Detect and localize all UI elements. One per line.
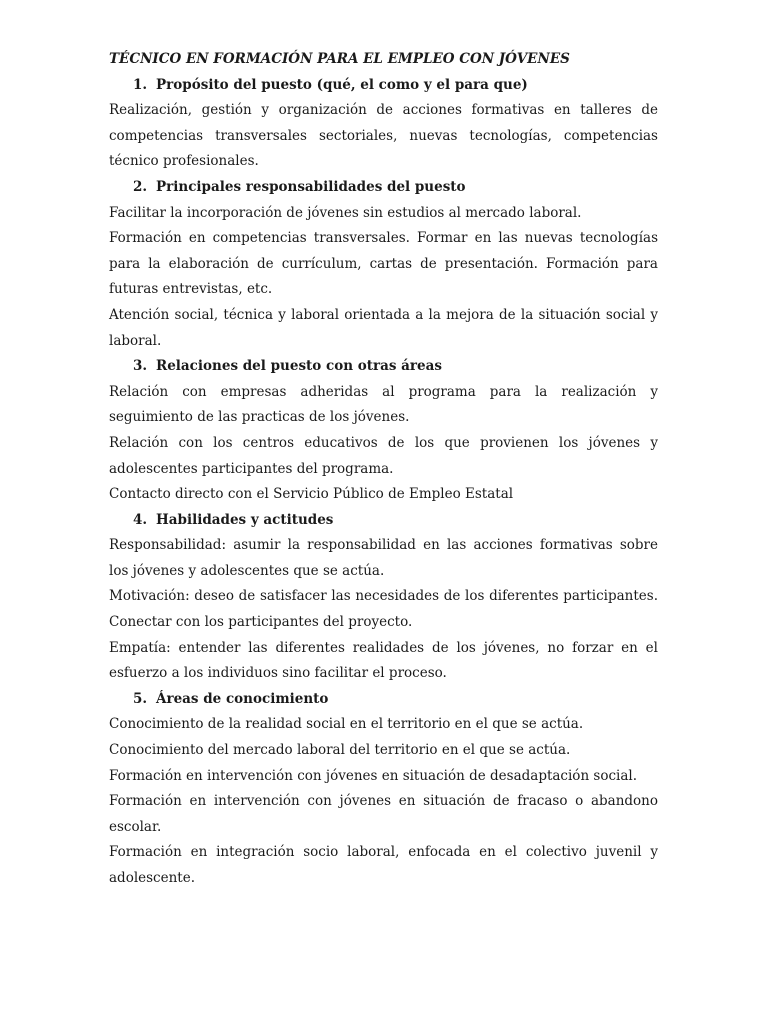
section-heading-text: Habilidades y actitudes bbox=[156, 511, 334, 528]
paragraph: Facilitar la incorporación de jóvenes sin estudios al mercado laboral. bbox=[109, 204, 582, 221]
paragraph: Realización, gestión y organización de acciones formativas en talleres de competencias transversales sectoriales, nuevas tecnologías, competencias técnico profesionales. bbox=[109, 102, 658, 170]
paragraph: Contacto directo con el Servicio Público de Empleo Estatal bbox=[109, 486, 514, 503]
paragraph: Relación con empresas adheridas al programa para la realización y seguimiento de las practicas de los jóvenes. bbox=[109, 383, 658, 426]
section-heading bbox=[109, 175, 658, 201]
section-habilidades bbox=[109, 508, 658, 687]
paragraph: Formación en integración socio laboral, enfocada en el colectivo juvenil y adolescente. bbox=[109, 844, 658, 886]
section-heading bbox=[109, 73, 658, 99]
paragraph: Responsabilidad: asumir la responsabilidad en las acciones formativas sobre los jóvenes y adolescentes que se actúa. bbox=[109, 537, 658, 579]
paragraph: Conocimiento del mercado laboral del territorio en el que se actúa. bbox=[109, 742, 571, 759]
paragraph: Motivación: deseo de satisfacer las necesidades de los diferentes participantes. Conectar con los participantes del proyecto. bbox=[109, 588, 658, 631]
section-conocimiento bbox=[109, 687, 658, 892]
document-page bbox=[109, 47, 658, 892]
paragraph: Relación con los centros educativos de los que provienen los jóvenes y adolescentes participantes del programa. bbox=[109, 434, 658, 477]
section-number: 1. bbox=[133, 76, 148, 93]
paragraph: Formación en competencias transversales. Formar en las nuevas tecnologías para la elaboración de currículum, cartas de presentación. Formación para futuras entrevistas, etc. bbox=[109, 230, 658, 298]
paragraph: Formación en intervención con jóvenes en situación de desadaptación social. bbox=[109, 767, 638, 784]
section-heading-text: Propósito del puesto (qué, el como y el para que) bbox=[156, 76, 528, 93]
section-heading bbox=[109, 687, 658, 713]
section-responsabilidades bbox=[109, 175, 658, 354]
section-relaciones bbox=[109, 354, 658, 508]
paragraph: Conocimiento de la realidad social en el territorio en el que se actúa. bbox=[109, 716, 584, 733]
section-number: 3. bbox=[133, 358, 148, 375]
section-heading bbox=[109, 508, 658, 534]
section-heading-text: Principales responsabilidades del puesto bbox=[156, 178, 466, 195]
paragraph: Atención social, técnica y laboral orientada a la mejora de la situación social y laboral. bbox=[109, 306, 658, 349]
section-heading bbox=[109, 354, 658, 380]
section-number: 2. bbox=[133, 178, 148, 195]
section-heading-text: Áreas de conocimiento bbox=[156, 690, 329, 707]
section-number: 4. bbox=[133, 511, 148, 528]
paragraph: Empatía: entender las diferentes realidades de los jóvenes, no forzar en el esfuerzo a los individuos sino facilitar el proceso. bbox=[109, 639, 658, 682]
section-number: 5. bbox=[133, 690, 148, 707]
section-heading-text: Relaciones del puesto con otras áreas bbox=[156, 358, 442, 375]
paragraph: Formación en intervención con jóvenes en situación de fracaso o abandono escolar. bbox=[109, 793, 658, 835]
document-title: TÉCNICO EN FORMACIÓN PARA EL EMPLEO CON JÓVENES bbox=[109, 51, 570, 67]
section-proposito bbox=[109, 73, 658, 175]
